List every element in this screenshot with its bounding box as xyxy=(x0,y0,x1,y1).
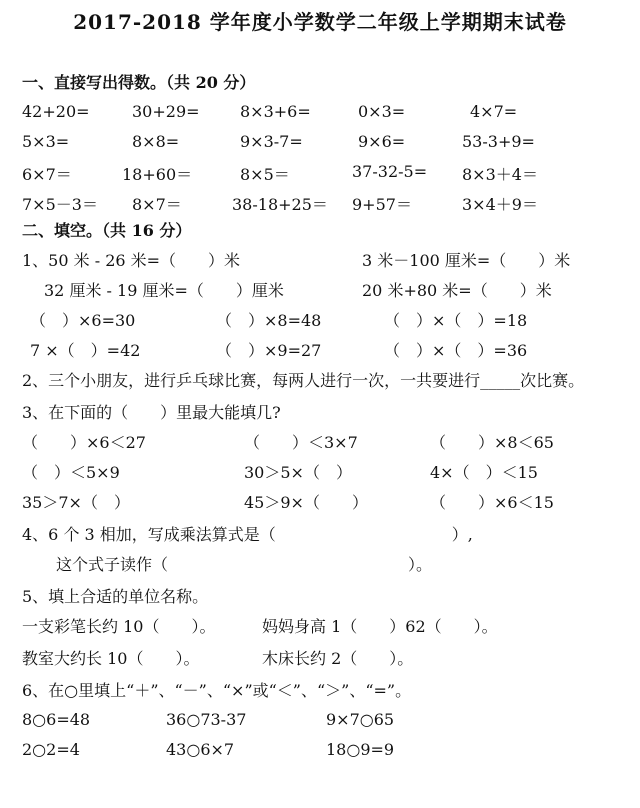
calc-item: 0×3= xyxy=(358,102,406,121)
ineq-row-2 xyxy=(0,460,640,486)
calc-row-3 xyxy=(0,162,640,188)
calc-item: 42+20= xyxy=(22,102,90,121)
symbol-item: 8○6=48 xyxy=(22,710,91,729)
fill-item: 20 米+80 米=（ ）米 xyxy=(362,281,552,300)
calc-item: 3×4＋9＝ xyxy=(462,195,538,214)
exam-title: 2017-2018 学年度小学数学二年级上学期期末试卷 xyxy=(73,10,567,34)
ineq-row-3 xyxy=(0,490,640,516)
fill-item: （ ）×6=30 xyxy=(30,311,136,330)
ineq-row-1 xyxy=(0,430,640,456)
fill-item: 7 ×（ ）=42 xyxy=(30,341,141,360)
ineq-item: 4×（ ）＜15 xyxy=(430,463,538,482)
calc-row-4 xyxy=(0,192,640,218)
calc-item: 5×3= xyxy=(22,132,70,151)
ineq-item: （ ）×8＜65 xyxy=(430,433,554,452)
fill-item: 3 米－100 厘米=（ ）米 xyxy=(362,251,571,270)
unit-item: 妈妈身高 1（ ）62（ ）。 xyxy=(262,617,498,636)
symbol-row-1 xyxy=(0,710,640,736)
fill-row-2 xyxy=(0,278,640,304)
question-5: 5、填上合适的单位名称。 xyxy=(22,587,209,606)
fill-item: （ ）×9=27 xyxy=(216,341,322,360)
calc-item: 30+29= xyxy=(132,102,200,121)
calc-row-2 xyxy=(0,132,640,158)
calc-item: 18+60＝ xyxy=(122,165,193,184)
fill-item: （ ）×（ ）=18 xyxy=(384,311,528,330)
calc-item: 6×7＝ xyxy=(22,165,72,184)
ineq-item: 35＞7×（ ） xyxy=(22,493,130,512)
calc-item: 8×3+6= xyxy=(240,102,311,121)
unit-row-2 xyxy=(0,646,640,672)
symbol-item: 9×7○65 xyxy=(326,710,395,729)
ineq-item: （ ）＜5×9 xyxy=(22,463,120,482)
symbol-item: 43○6×7 xyxy=(166,740,235,759)
calc-item: 8×8= xyxy=(132,132,180,151)
calc-item: 9+57＝ xyxy=(352,195,412,214)
ineq-item: （ ）×6＜27 xyxy=(22,433,146,452)
calc-item: 9×6= xyxy=(358,132,406,151)
ineq-item: （ ）×6＜15 xyxy=(430,493,554,512)
fill-item: （ ）×8=48 xyxy=(216,311,322,330)
fill-item: 32 厘米 - 19 厘米=（ ）厘米 xyxy=(44,281,284,300)
calc-item: 8×3＋4＝ xyxy=(462,165,538,184)
question-2: 2、三个小朋友，进行乒乓球比赛，每两人进行一次，一共要进行_____次比赛。 xyxy=(22,371,585,390)
question-4-line-1: 4、6 个 3 相加，写成乘法算式是（ ）, xyxy=(22,525,473,544)
calc-item: 53-3+9= xyxy=(462,132,535,151)
ineq-item: （ ）＜3×7 xyxy=(244,433,358,452)
symbol-item: 2○2=4 xyxy=(22,740,80,759)
question-6: 6、在○里填上“＋”、“－”、“×”或“＜”、“＞”、“=”。 xyxy=(22,681,412,700)
calc-row-1 xyxy=(0,102,640,128)
fill-row-3 xyxy=(0,308,640,334)
section-1-heading: 一、直接写出得数。（共 20 分） xyxy=(22,73,256,92)
ineq-item: 45＞9×（ ） xyxy=(244,493,368,512)
section-2-heading: 二、填空。（共 16 分） xyxy=(22,221,192,240)
calc-item: 38-18+25＝ xyxy=(232,195,328,214)
ineq-item: 30＞5×（ ） xyxy=(244,463,352,482)
calc-item: 7×5－3＝ xyxy=(22,195,98,214)
fill-item: （ ）×（ ）=36 xyxy=(384,341,528,360)
unit-item: 教室大约长 10（ ）。 xyxy=(22,649,200,668)
calc-item: 9×3-7= xyxy=(240,132,303,151)
calc-item: 8×7＝ xyxy=(132,195,182,214)
fill-row-4 xyxy=(0,338,640,364)
unit-item: 木床长约 2（ ）。 xyxy=(262,649,414,668)
calc-item: 8×5＝ xyxy=(240,165,290,184)
symbol-item: 18○9=9 xyxy=(326,740,395,759)
symbol-row-2 xyxy=(0,740,640,766)
question-3: 3、在下面的（ ）里最大能填几? xyxy=(22,403,281,422)
calc-item: 4×7= xyxy=(470,102,518,121)
unit-row-1 xyxy=(0,614,640,640)
calc-item: 37-32-5= xyxy=(352,162,428,181)
question-4-line-2: 这个式子读作（ ）。 xyxy=(56,555,433,574)
fill-item: 1、50 米 - 26 米=（ ）米 xyxy=(22,251,241,270)
unit-item: 一支彩笔长约 10（ ）。 xyxy=(22,617,216,636)
fill-row-1 xyxy=(0,248,640,274)
symbol-item: 36○73-37 xyxy=(166,710,247,729)
